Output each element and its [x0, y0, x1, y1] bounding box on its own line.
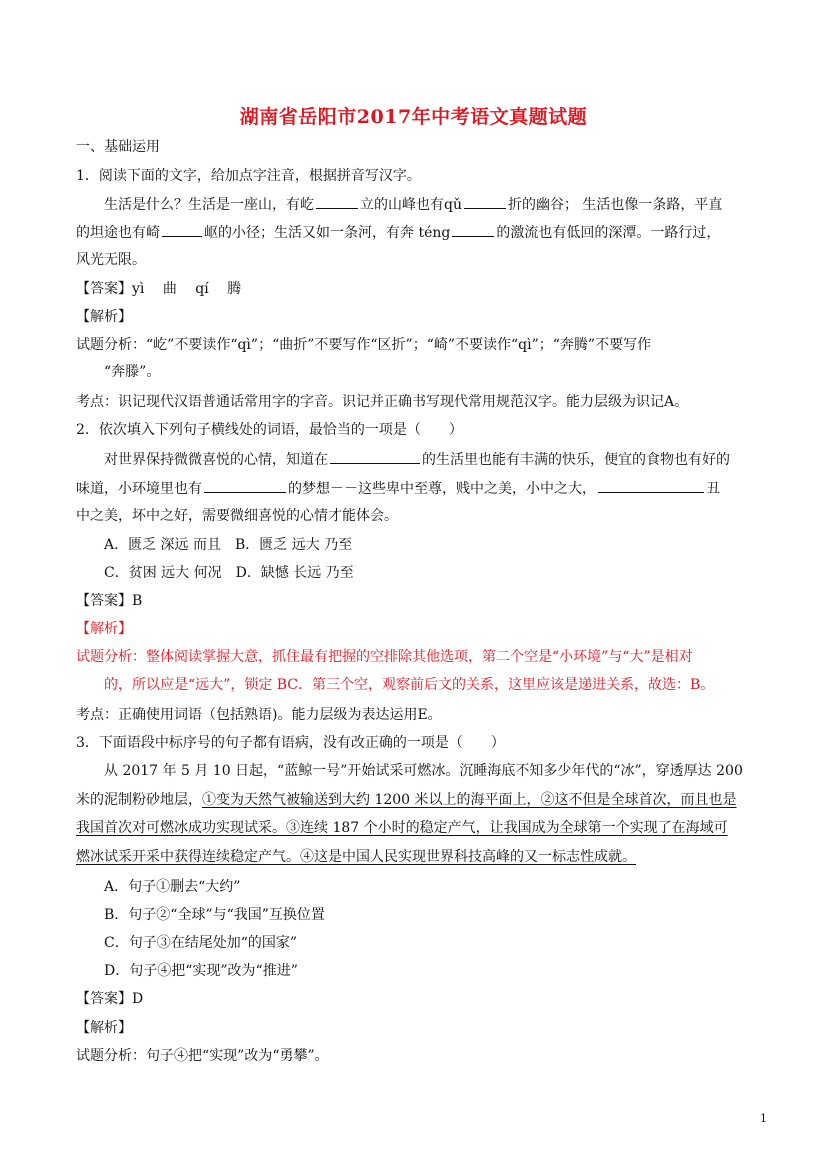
q3-analysis-line-1: 试题分析：句子④把“实现”改为“勇攀”。: [76, 1048, 329, 1064]
q3-option-c: C．句子③在结尾处加“的国家”: [104, 935, 298, 951]
q1-passage-line-2: 的坦途也有崎 岖的小径；生活又如一条河，有奔 téng 的激流也有低回的深潭。一路行过，: [76, 222, 720, 243]
blank: [316, 194, 358, 209]
q3-option-d: D．句子④把“实现”改为“推进”: [104, 963, 298, 979]
blank: [330, 449, 420, 464]
q2-point: 考点：正确使用词语（包括熟语)。能力层级为表达运用E。: [76, 707, 442, 723]
q1-answer: 【答案】yì 曲 qí 腾: [76, 281, 242, 297]
q3-passage-line-1: 从 2017 年 5 月 10 日起，“蓝鲸一号”开始试采可燃冰。沉睡海底不知多少年代的“冰”，穿透厚达 200: [104, 763, 743, 779]
q2-passage-line-1: 对世界保持微微喜悦的心情，知道在 的生活里也能有丰满的快乐，便宜的食物也有好的: [104, 449, 730, 470]
q3-passage-line-3: 我国首次对可燃冰成功实现试采。③连续 187 个小时的稳定产气，让我国成为全球第一个实现了在海域可: [76, 820, 728, 836]
blank: [162, 222, 202, 237]
q2-stem: 2．依次填入下列句子横线处的词语，最恰当的一项是（ ）: [76, 422, 463, 438]
page-title: 湖南省岳阳市2017年中考语文真题试题: [239, 106, 588, 128]
q2-options-row-2: C．贫困 远大 何况 D．缺憾 长远 乃至: [104, 565, 354, 581]
section-heading: 一、基础运用: [76, 139, 160, 155]
blank: [452, 222, 494, 237]
q3-passage-line-4: 燃冰试采开采中获得连续稳定产气。④这是中国人民实现世界科技高峰的又一标志性成就。: [76, 849, 636, 865]
q3-analysis-label: 【解析】: [76, 1020, 132, 1036]
q2-passage-line-2: 味道，小环境里也有 的梦想－－这些卑中至尊，贱中之美，小中之大， 丑: [76, 478, 720, 499]
q1-stem: 1．阅读下面的文字，给加点字注音，根据拼音写汉字。: [76, 168, 421, 184]
blank: [598, 478, 704, 493]
q1-analysis-label: 【解析】: [76, 309, 132, 325]
q1-analysis-line-2: “奔滕”。: [104, 364, 161, 380]
q2-passage-line-3: 中之美，坏中之好，需要微细喜悦的心情才能体会。: [76, 508, 398, 524]
q2-analysis-label: 【解析】: [76, 621, 132, 637]
q2-options-row-1: A．匮乏 深远 而且 B．匮乏 远大 乃至: [104, 537, 353, 553]
blank: [464, 194, 506, 209]
page-number: 1: [760, 1112, 767, 1125]
q2-answer: 【答案】B: [76, 593, 143, 609]
q1-point: 考点：识记现代汉语普通话常用字的字音。识记并正确书写现代常用规范汉字。能力层级为识记A。: [76, 394, 689, 410]
q3-option-b: B．句子②“全球”与“我国”互换位置: [104, 907, 325, 923]
q3-option-a: A．句子①删去“大约”: [104, 879, 241, 895]
q1-analysis-line-1: 试题分析：“屹”不要读作“qì”；“曲折”不要写作“区折”；“崎”不要读作“qì”；“奔腾”不要写作: [76, 337, 652, 353]
q1-passage-line-3: 风光无限。: [76, 252, 146, 268]
q3-answer: 【答案】D: [76, 991, 144, 1007]
q2-analysis-line-2: 的，所以应是“远大”，锁定 BC．第三个空，观察前后文的关系，这里应该是递进关系，故选：B。: [104, 677, 715, 693]
q3-passage-line-2: 米的泥制粉砂地层，①变为天然气被输送到大约 1200 米以上的海平面上，②这不但是全球首次，而且也是: [76, 792, 737, 808]
q3-stem: 3．下面语段中标序号的句子都有语病，没有改正确的一项是（ ）: [76, 735, 505, 751]
q2-analysis-line-1: 试题分析：整体阅读掌握大意，抓住最有把握的空排除其他选项，第二个空是“小环境”与“大”是相对: [76, 649, 693, 665]
q1-passage-line-1: 生活是什么？生活是一座山，有屹 立的山峰也有qǔ 折的幽谷； 生活也像一条路，平直: [104, 194, 722, 215]
blank: [204, 478, 286, 493]
